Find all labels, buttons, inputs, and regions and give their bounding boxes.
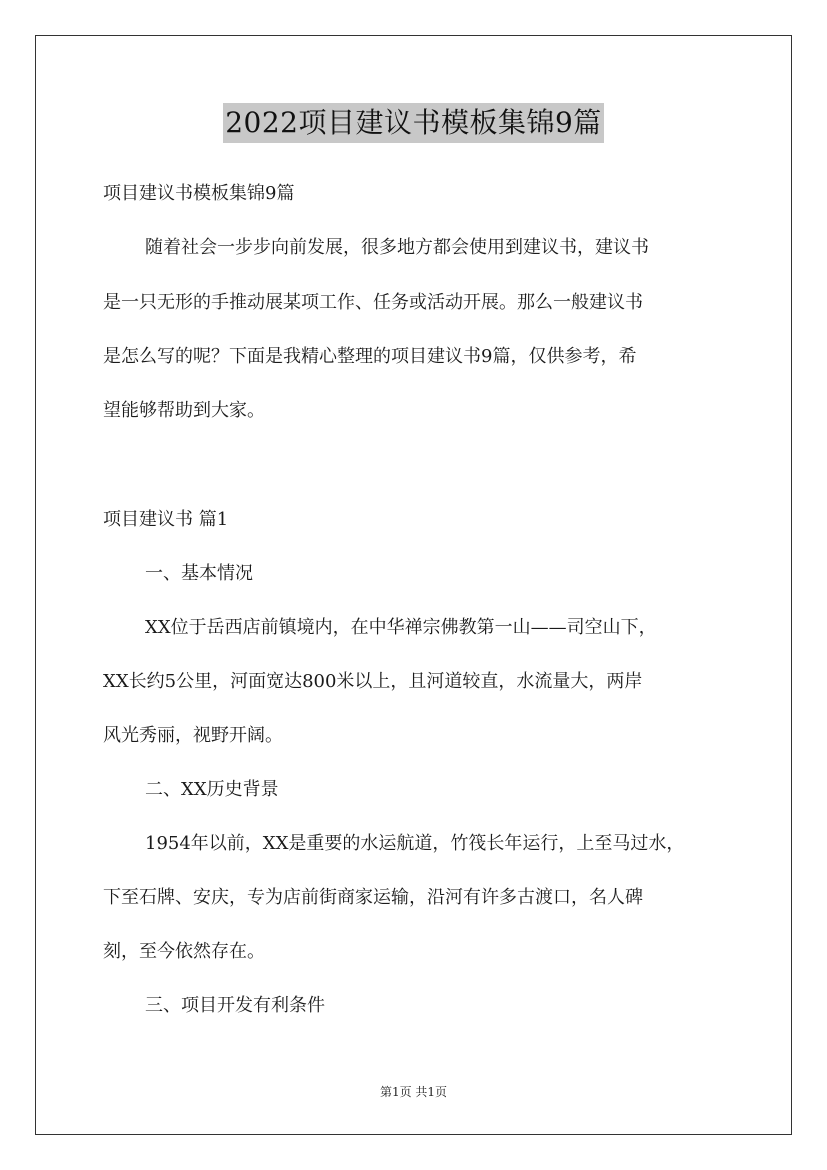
- heading-history: 二、XX历史背景: [145, 779, 279, 800]
- paragraph-line: XX长约5公里，河面宽达800米以上，且河道较直，水流量大，两岸: [103, 671, 643, 692]
- paragraph-line: 风光秀丽，视野开阔。: [103, 725, 283, 746]
- paragraph-line: XX位于岳西店前镇境内，在中华禅宗佛教第一山——司空山下，: [145, 617, 657, 638]
- intro-line: 随着社会一步步向前发展，很多地方都会使用到建议书，建议书: [145, 237, 649, 258]
- paragraph-line: 刻，至今依然存在。: [103, 941, 265, 962]
- intro-line: 是一只无形的手推动展某项工作、任务或活动开展。那么一般建议书: [103, 292, 643, 313]
- document-subtitle: 项目建议书模板集锦9篇: [103, 183, 295, 204]
- heading-basic-info: 一、基本情况: [145, 563, 253, 584]
- title-container: [0, 103, 827, 143]
- heading-conditions: 三、项目开发有利条件: [145, 995, 325, 1016]
- paragraph-line: 下至石牌、安庆，专为店前街商家运输，沿河有许多古渡口，名人碑: [103, 887, 643, 908]
- paragraph-line: 1954年以前，XX是重要的水运航道，竹筏长年运行，上至马过水，: [145, 833, 685, 854]
- section-title: 项目建议书 篇1: [103, 509, 229, 530]
- intro-line: 是怎么写的呢？下面是我精心整理的项目建议书9篇，仅供参考，希: [103, 346, 637, 367]
- page-footer: 第1页 共1页: [379, 1085, 448, 1099]
- document-title: 2022项目建议书模板集锦9篇: [223, 103, 604, 143]
- intro-line: 望能够帮助到大家。: [103, 400, 265, 421]
